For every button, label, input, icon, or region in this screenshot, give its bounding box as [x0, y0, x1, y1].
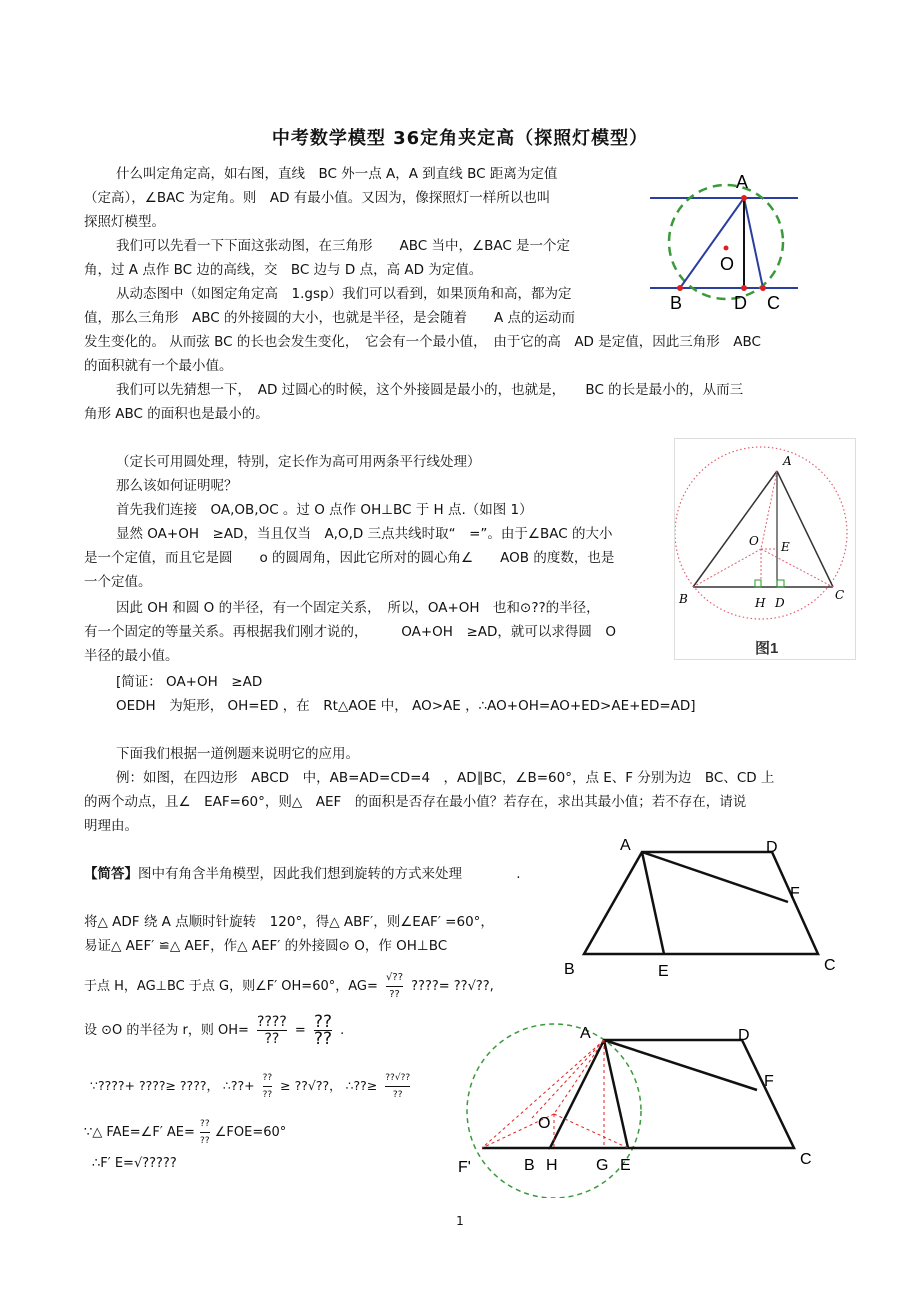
intro-line: 我们可以先看一下下面这张动图，在三角形 ABC 当中，∠BAC 是一个定	[116, 238, 571, 254]
answer-text: ∵????+ ????≥ ????， ∴??+	[90, 1078, 255, 1093]
example-line: 例：如图，在四边形 ABCD 中，AB=AD=CD=4 ，AD∥BC，∠B=60°，点 E、F 分别为边 BC、CD 上	[116, 770, 775, 786]
quadrilateral-abcd	[550, 1040, 794, 1148]
fraction-den: ??	[264, 1031, 280, 1047]
intro-line: 什么叫定角定高，如右图，直线 BC 外一点 A，A 到直线 BC 距离为定值	[116, 166, 558, 182]
segment-ae	[642, 852, 664, 954]
proof-line: 显然 OA+OH ≥AD，当且仅当 A,O,D 三点共线时取“ =”。由于∠BAC 的大小	[116, 526, 613, 542]
fraction	[263, 1070, 273, 1103]
intro-line: 的面积就有一个最小值。	[84, 358, 233, 374]
intro-line: 值，那么三角形 ABC 的外接圆的大小，也就是半径，是会随着 A 点的运动而	[84, 310, 576, 326]
example-line: 下面我们根据一道例题来说明它的应用。	[116, 746, 359, 762]
segment-ac	[777, 471, 833, 587]
label-o: O	[720, 254, 735, 274]
label-o: O	[749, 534, 759, 548]
fraction-den: ??	[392, 1090, 403, 1100]
label-b: B	[564, 961, 575, 978]
proof-line: [简证： OA+OH ≥AD	[116, 674, 263, 690]
label-d: D	[766, 839, 778, 856]
fraction-den: ??	[389, 989, 400, 1000]
segment-ae	[604, 1040, 628, 1148]
right-angle-h	[755, 580, 761, 587]
answer-line: 将△ ADF 绕 A 点顺时针旋转 120°，得△ ABF′，则∠EAF′ =60°，	[84, 914, 494, 930]
label-b: B	[679, 592, 688, 606]
label-d: D	[734, 293, 747, 310]
proof-line: 首先我们连接 OA,OB,OC 。过 O 点作 OH⊥BC 于 H 点.（如图 1）	[116, 502, 533, 518]
label-f-prime: F'	[458, 1159, 471, 1176]
point-a	[741, 195, 747, 201]
fraction	[257, 1014, 287, 1047]
label-c: C	[800, 1151, 812, 1168]
answer-dot: .	[516, 866, 521, 882]
fraction-num: ????	[257, 1014, 287, 1030]
label-g: G	[596, 1157, 609, 1174]
page-number: 1	[456, 1214, 464, 1228]
segment-ab	[680, 198, 744, 288]
label-a: A	[736, 172, 749, 192]
intro-line: 角，过 A 点作 BC 边的高线，交 BC 边与 D 点，高 AD 为定值。	[84, 262, 483, 278]
answer-text: 设 ⊙O 的半径为 r，则 OH=	[84, 1023, 249, 1038]
fraction-num: ??√??	[385, 1070, 410, 1087]
figure-searchlight	[648, 170, 800, 310]
label-b: B	[524, 1157, 535, 1174]
fraction-den: ??	[262, 1090, 273, 1100]
segment-oc	[761, 549, 833, 587]
intro-line: 我们可以先猜想一下， AD 过圆心的时候，这个外接圆是最小的，也就是， BC 的长是最小的，从而三	[116, 382, 744, 398]
segment-af	[604, 1040, 757, 1090]
figure-1	[674, 438, 856, 660]
equals: =	[294, 1023, 306, 1038]
label-f: F	[764, 1073, 774, 1090]
answer-line: ∴F′ E=√?????	[92, 1156, 177, 1171]
proof-line: （定长可用圆处理，特别，定长作为高可用两条平行线处理）	[116, 454, 481, 470]
figure-quadrilateral	[560, 832, 850, 982]
quadrilateral-abcd	[584, 852, 818, 954]
answer-text: 于点 H，AG⊥BC 于点 G，则∠F′ OH=60°，AG=	[84, 979, 378, 994]
point-d	[741, 285, 747, 291]
figure-construction	[452, 1018, 832, 1198]
label-o: O	[538, 1115, 551, 1132]
answer-text: 图中有角含半角模型，因此我们想到旋转的方式来处理	[138, 866, 462, 882]
label-a: A	[580, 1025, 591, 1042]
label-e: E	[620, 1157, 631, 1174]
label-d: D	[738, 1027, 750, 1044]
intro-line: （定高），∠BAC 为定角。则 AD 有最小值。又因为，像探照灯一样所以也叫	[84, 190, 551, 206]
intro-line: 角形 ABC 的面积也是最小的。	[84, 406, 269, 422]
answer-text: .	[340, 1023, 345, 1038]
fraction-num: ??	[313, 1012, 333, 1032]
point-o	[724, 246, 729, 251]
proof-line: 有一个固定的等量关系。再根据我们刚才说的， OA+OH ≥AD，就可以求得圆 O	[84, 624, 617, 640]
fraction	[200, 1116, 210, 1149]
label-c: C	[835, 588, 845, 602]
fraction-den: ??	[200, 1136, 210, 1146]
answer-line	[84, 1116, 286, 1149]
fraction-num: ??	[200, 1116, 210, 1133]
fraction	[314, 1014, 332, 1047]
point-c	[760, 285, 766, 291]
point-b	[677, 285, 683, 291]
segment-ac	[744, 198, 763, 288]
fraction	[385, 1070, 410, 1103]
answer-text: ∠FOE=60°	[214, 1125, 287, 1140]
segment-ab	[693, 471, 777, 587]
proof-line: 因此 OH 和圆 O 的半径，有一个固定关系， 所以，OA+OH 也和⊙??的半径，	[116, 600, 600, 616]
intro-line: 发生变化的。 从而弦 BC 的长也会发生变化， 它会有一个最小值， 由于它的高 AD 是定值，因此三角形 ABC	[84, 334, 761, 350]
fraction-num: ??	[263, 1070, 273, 1087]
label-h: H	[546, 1157, 558, 1174]
answer-intro	[84, 862, 521, 886]
fraction	[386, 970, 403, 1003]
answer-text: ????= ??√??,	[411, 979, 494, 994]
segment-ob	[693, 549, 761, 587]
intro-line: 从动态图中（如图定角定高 1.gsp）我们可以看到，如果顶角和高，都为定	[116, 286, 572, 302]
segment-oe	[554, 1114, 628, 1148]
proof-line: 半径的最小值。	[84, 648, 179, 664]
label-e: E	[658, 963, 669, 980]
label-d: D	[775, 596, 785, 610]
figure-caption: 图1	[755, 640, 779, 657]
fraction-num: √??	[386, 970, 403, 987]
fraction-den: ??	[313, 1029, 333, 1049]
right-angle-d	[777, 580, 784, 587]
intro-line: 探照灯模型。	[84, 214, 165, 230]
answer-line	[90, 1070, 414, 1103]
page-title: 中考数学模型 36定角夹定高（探照灯模型）	[271, 128, 649, 149]
label-a: A	[783, 454, 792, 468]
label-h: H	[755, 596, 766, 610]
answer-line	[84, 970, 494, 1003]
answer-lead: 【简答】	[84, 866, 138, 882]
answer-line: 易证△ AEF′ ≌△ AEF，作△ AEF′ 的外接圆⊙ O，作 OH⊥BC	[84, 938, 448, 954]
answer-text: ≥ ??√??， ∴??≥	[280, 1078, 378, 1093]
proof-line: 那么该如何证明呢？	[116, 478, 238, 494]
answer-line	[84, 1014, 344, 1047]
label-f: F	[790, 885, 800, 902]
circumcircle	[675, 447, 847, 619]
label-c: C	[824, 957, 836, 974]
label-a: A	[620, 837, 631, 854]
circumcircle	[669, 185, 783, 299]
proof-line: 一个定值。	[84, 574, 152, 590]
example-line: 明理由。	[84, 818, 138, 834]
label-c: C	[767, 293, 780, 310]
label-e: E	[781, 540, 790, 554]
proof-line: 是一个定值，而且它是圆 o 的圆周角，因此它所对的圆心角∠ AOB 的度数，也是	[84, 550, 615, 566]
segment-aux	[532, 1040, 604, 1118]
example-line: 的两个动点，且∠ EAF=60°，则△ AEF 的面积是否存在最小值？若存在，求出其最小值；若不存在，请说	[84, 794, 747, 810]
answer-text: ∵△ FAE=∠F′ AE=	[84, 1125, 195, 1140]
label-b: B	[670, 293, 683, 310]
segment-af	[642, 852, 788, 902]
proof-line: OEDH 为矩形， OH=ED ，在 Rt△AOE 中， AO>AE ，∴AO+OH=AO+ED>AE+ED=AD]	[116, 698, 696, 714]
